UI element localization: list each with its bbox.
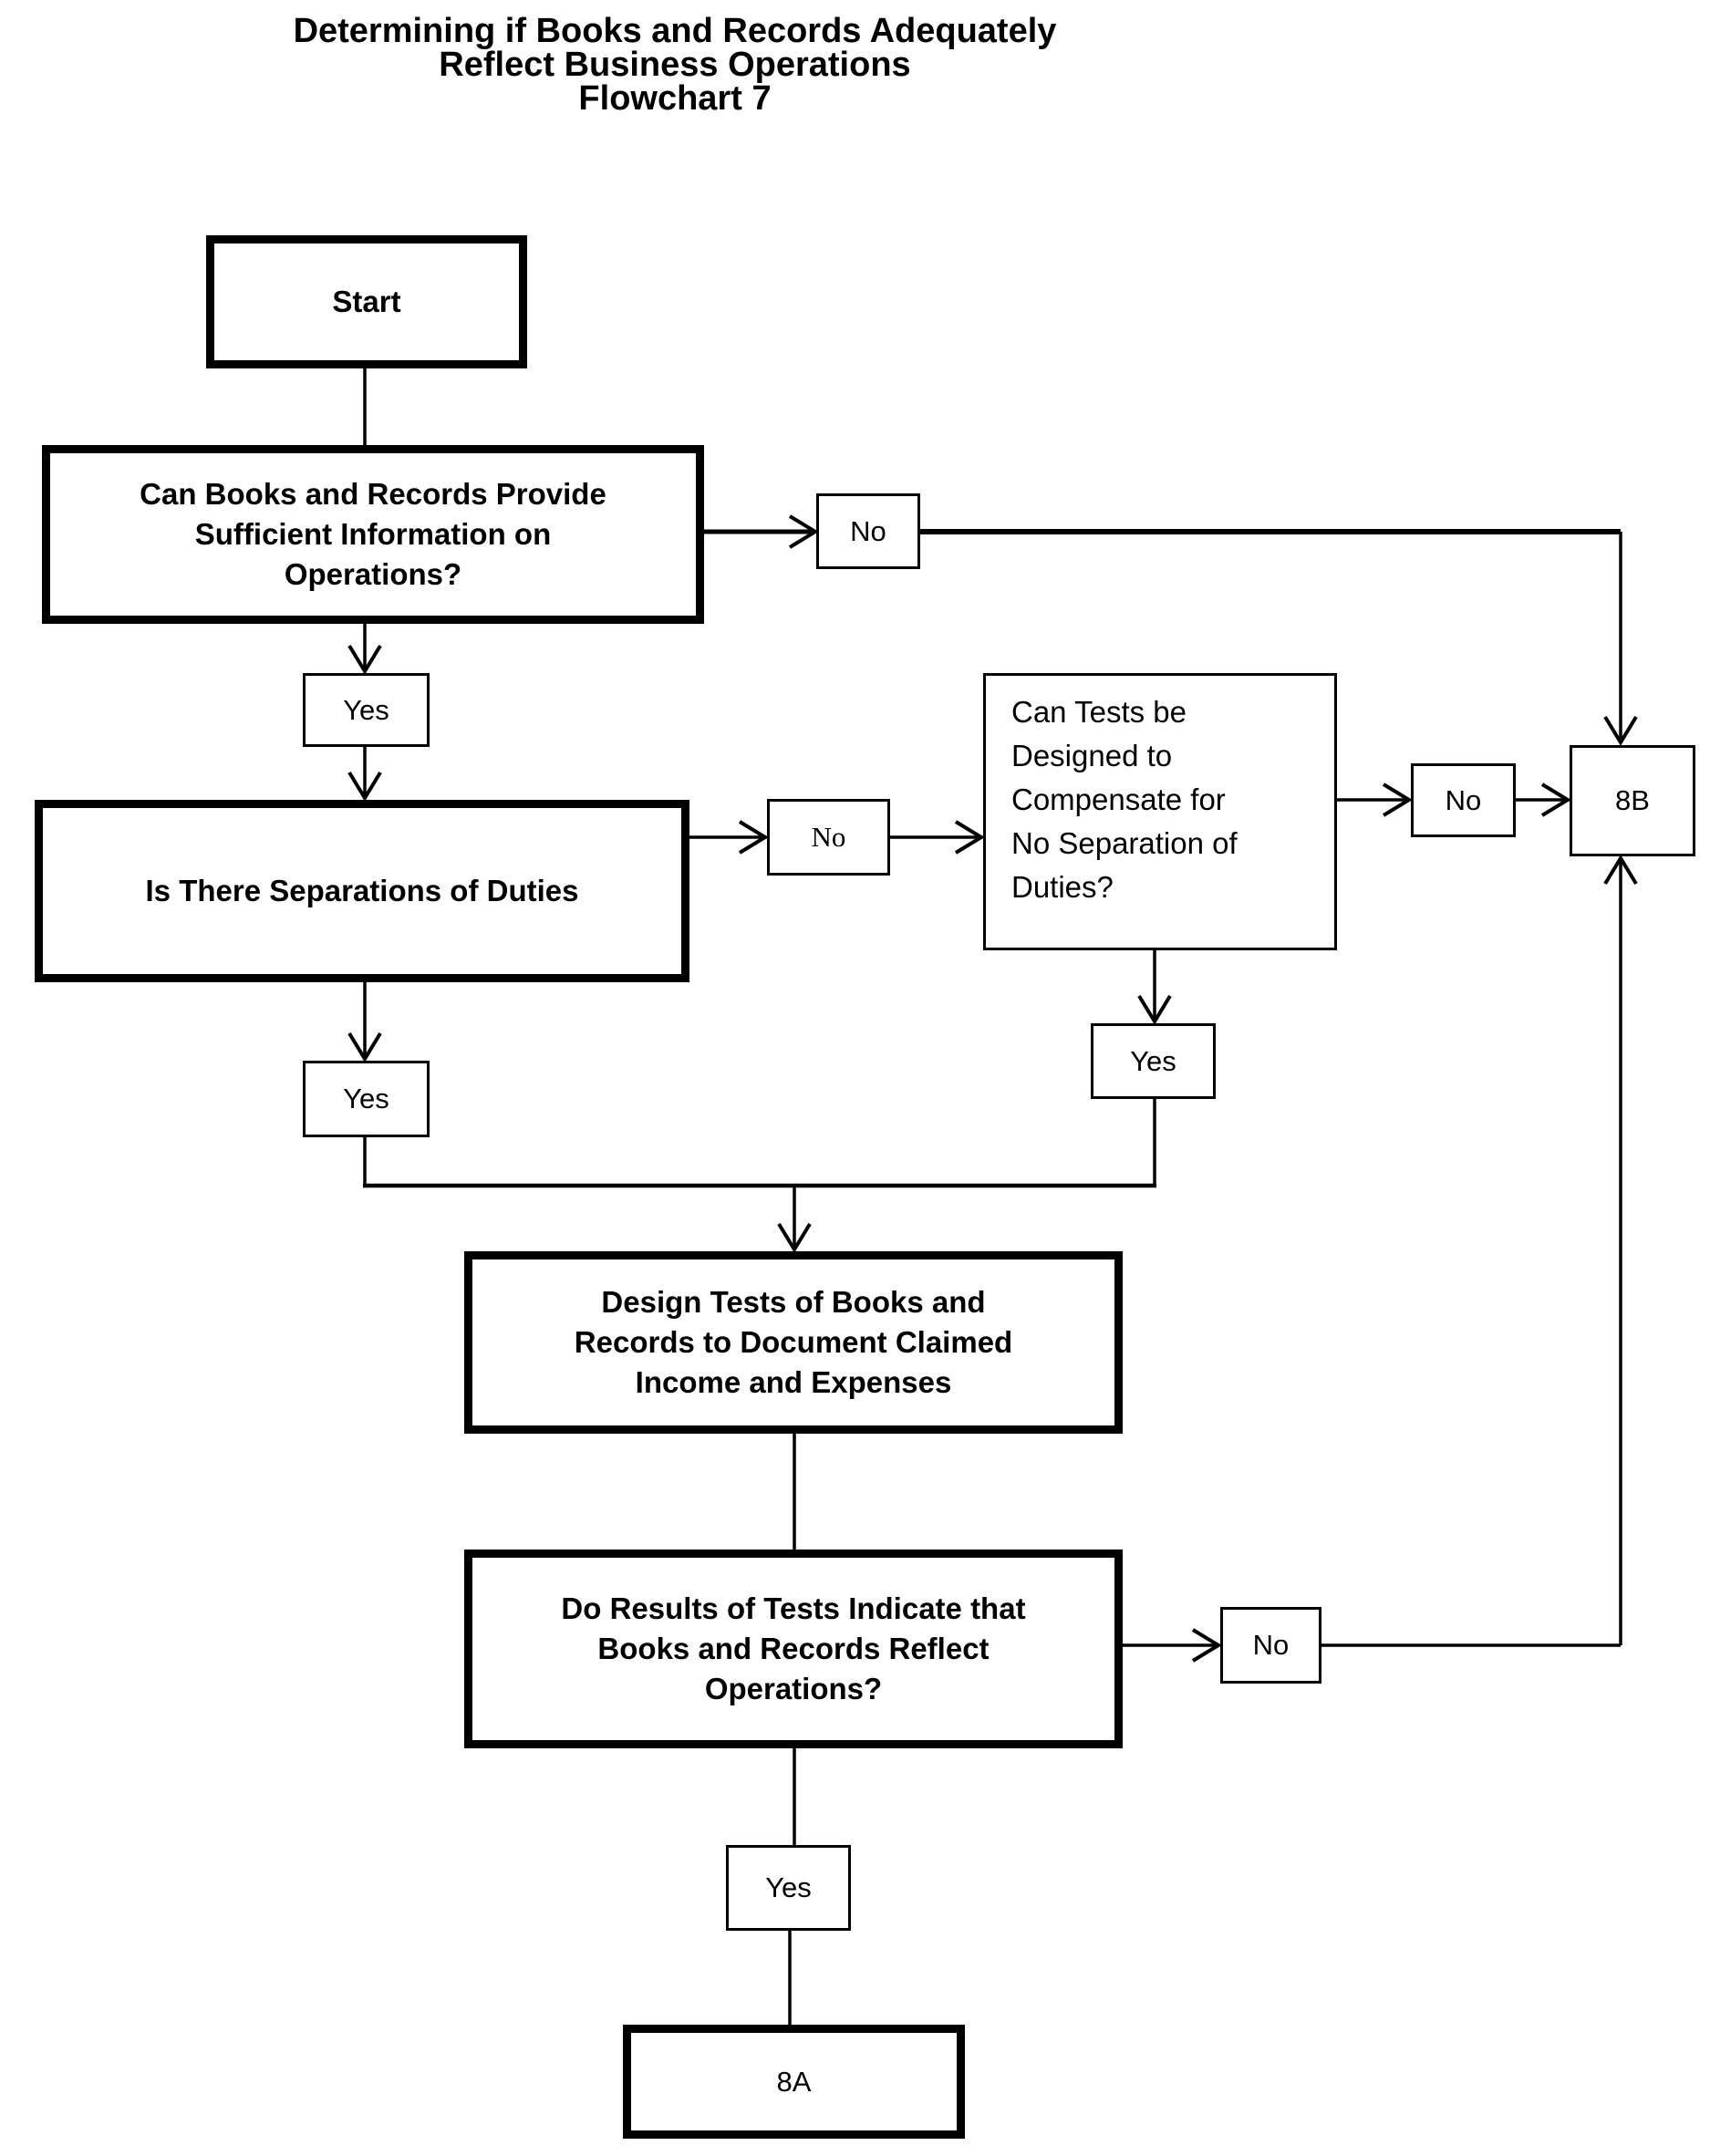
node-yes-separation-label: Yes (343, 1083, 389, 1114)
node-question-results (464, 1550, 1123, 1748)
node-no-tests (1411, 763, 1516, 837)
tests-line-4: No Separation of (1011, 826, 1238, 860)
node-yes-tests (1091, 1023, 1216, 1099)
node-question-tests-compensate (983, 673, 1337, 950)
tests-line-3: Compensate for (1011, 783, 1226, 816)
node-question-tests-compensate-label (1011, 690, 1238, 909)
q1-line-1: Can Books and Records Provide (140, 477, 606, 511)
tests-line-1: Can Tests be (1011, 695, 1187, 729)
node-start (206, 235, 527, 368)
node-design-tests (464, 1251, 1123, 1434)
node-no-results-label: No (1252, 1629, 1290, 1661)
node-question-separation (35, 800, 689, 982)
node-question-books-records (42, 445, 704, 624)
page-title-line-3: Flowchart 7 (578, 79, 772, 118)
node-no-books-label: No (850, 514, 886, 547)
node-ref-8a (623, 2025, 965, 2139)
results-line-2: Books and Records Reflect (597, 1632, 990, 1665)
node-question-separation-label: Is There Separations of Duties (145, 874, 579, 907)
page-title (128, 12, 1222, 118)
node-yes-books (303, 673, 430, 747)
q1-line-2: Sufficient Information on (194, 517, 552, 551)
node-ref-8b (1570, 745, 1695, 856)
node-ref-8a-label: 8A (776, 2065, 812, 2098)
node-no-separation (767, 799, 890, 876)
node-yes-results-label: Yes (765, 1871, 812, 1903)
results-line-1: Do Results of Tests Indicate that (561, 1591, 1026, 1625)
page-title-line-2: Reflect Business Operations (439, 46, 911, 84)
node-start-label: Start (332, 285, 401, 318)
node-yes-separation (303, 1061, 430, 1137)
node-yes-results (726, 1845, 851, 1931)
node-no-separation-label: No (811, 821, 846, 853)
tests-line-2: Designed to (1011, 739, 1173, 772)
page-title-line-1: Determining if Books and Records Adequately (293, 12, 1057, 50)
tests-line-5: Duties? (1011, 870, 1114, 904)
design-line-3: Income and Expenses (635, 1365, 952, 1399)
node-question-books-records-label (140, 474, 606, 595)
node-yes-books-label: Yes (343, 693, 389, 726)
design-line-2: Records to Document Claimed (574, 1325, 1013, 1359)
node-no-results (1220, 1607, 1321, 1684)
node-yes-tests-label: Yes (1130, 1044, 1176, 1077)
node-question-results-label (561, 1589, 1025, 1709)
node-design-tests-label (575, 1282, 1012, 1403)
results-line-3: Operations? (704, 1672, 883, 1705)
design-line-1: Design Tests of Books and (601, 1285, 986, 1319)
node-no-books (816, 493, 920, 569)
node-no-tests-label: No (1445, 783, 1482, 816)
node-ref-8b-label: 8B (1615, 784, 1650, 816)
q1-line-3: Operations? (284, 557, 462, 591)
